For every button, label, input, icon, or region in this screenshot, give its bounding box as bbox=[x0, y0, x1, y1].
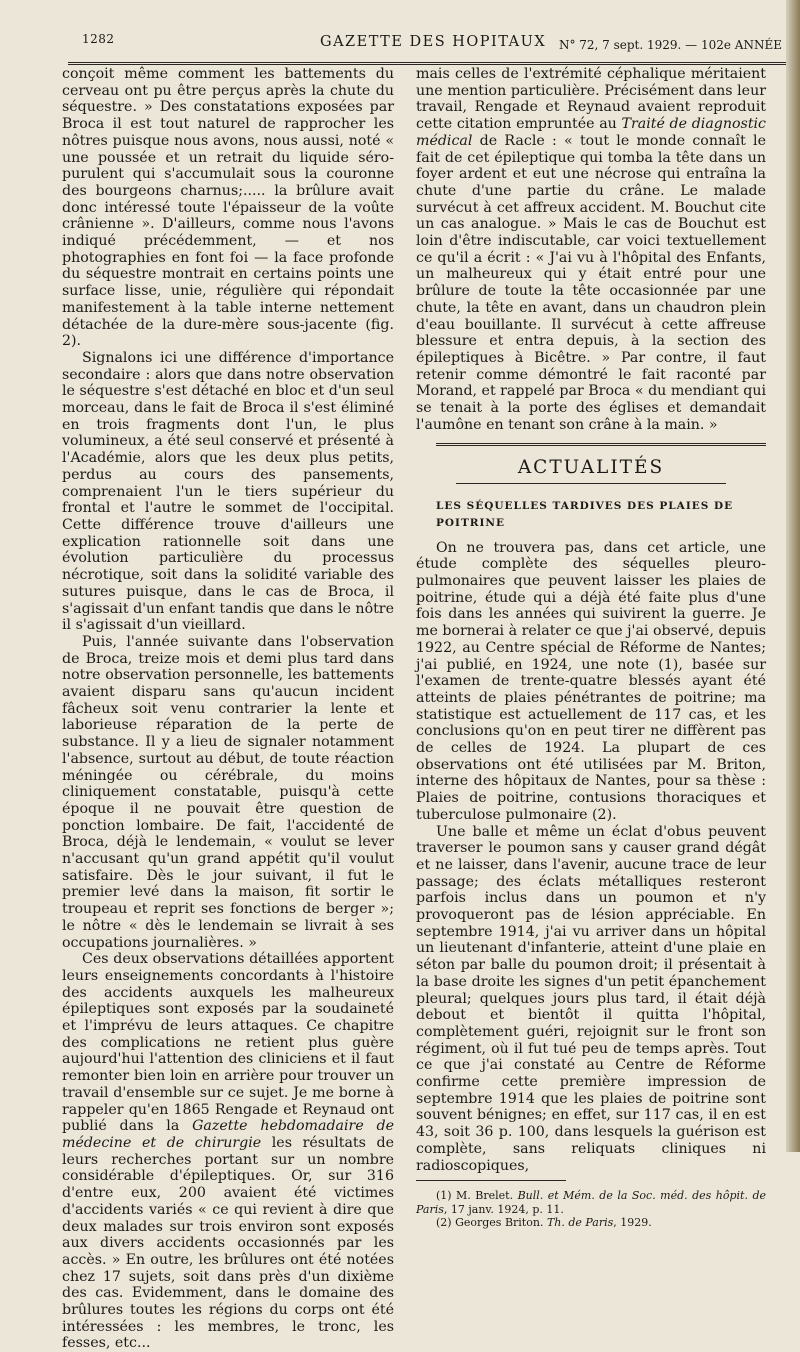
text-run: de Racle : « tout le monde connaît le fait de cet épileptique qui tomba la tête dans un foyer ardent et eut une nécrose qui entraîna la chute d'une partie du crâne. Le malade survécut à cet affreux accident. M. Bouchut cite un cas analogue. » Mais le cas de Bouchut est loin d'être indiscutable, car voici textuellement ce qu'il a écrit : « J'ai vu à l'hôpital des Enfants, un malheureux qui y était entré pour une brûlure de toute la tête occasionnée par une chute, la tête en avant, dans un chaudron plein d'eau bouillante. Il survécut à cette affreuse blessure et entra depuis, à la section des épileptiques à Bicêtre. » Par contre, il faut retenir comme démontré le fait raconté par Morand, et rappelé par Broca « du mendiant qui se tenait à la porte des églises et demandait l'aumône en tenant son crâne à la main. » bbox=[416, 132, 766, 433]
right-column bbox=[416, 66, 766, 1230]
journal-name: Gazette hebdomadaire de médecine et de chirurgie bbox=[62, 1118, 394, 1151]
section-title: ACTUALITÉS bbox=[517, 457, 665, 479]
header-rule bbox=[68, 62, 792, 65]
text-run: (1) M. Brelet. bbox=[436, 1189, 518, 1203]
article-title: LES SÉQUELLES TARDIVES DES PLAIES DE POITRINE bbox=[436, 500, 734, 529]
reference-title: Bull. et Mém. de la Soc. méd. des hôpit. de Paris bbox=[416, 1189, 766, 1216]
text-run: Ces deux observations détaillées apportent leurs enseignements concordants à l'histoire des accidents auxquels les malheureux épileptiques sont exposés par la soudaineté et l'imprévu de leurs attaques. Ce chapitre des complications ne retient plus guère aujourd'hui l'attention des cliniciens et il faut remonter bien loin en arrière pour trouver un travail d'ensemble sur ce sujet. Je me borne à rappeler qu'en 1865 Rengade et Reynaud ont publié dans la bbox=[62, 951, 394, 1135]
footnote bbox=[416, 1216, 766, 1230]
footnote bbox=[416, 1189, 766, 1216]
page-header bbox=[60, 28, 782, 62]
paragraph: conçoit même comment les battements du cerveau ont pu être perçus après la chute du séquestre. » Des constatations exposées par Broca il est tout naturel de rapprocher les nôtres puisque nous avons, nous aussi, noté « une poussée et un retrait du liquide séro-purulent qui s'accumulait sous la couronne des bourgeons charnus;..... la brûlure avait donc intéressé toute l'épaisseur de la voûte crânienne ». D'ailleurs, comme nous l'avons indiqué précédemment, — et nos photographies en font foi — la face profonde du séquestre montrait en certains points une surface lisse, unie, régulière qui répondait manifestement à la table interne nettement détachée de la dure-mère sous-jacente (fig. 2). bbox=[62, 66, 394, 350]
text-run: , 17 janv. 1924, p. 11. bbox=[443, 1202, 564, 1216]
left-column bbox=[62, 66, 394, 1352]
page-number: 1282 bbox=[82, 32, 115, 46]
title-underline bbox=[456, 483, 726, 484]
page-edge-shadow bbox=[786, 0, 800, 1152]
reference-title: Th. de Paris bbox=[546, 1216, 614, 1230]
paragraph: Une balle et même un éclat d'obus peuvent traverser le poumon sans y causer grand dégât et ne laisser, dans l'avenir, aucune trace de leur passage; des éclats métalliques resteront parfois inclus dans un poumon et n'y provoqueront pas de lésion appréciable. En septembre 1914, j'ai vu arriver dans un hôpital un lieutenant d'infanterie, atteint d'une plaie en séton par balle du poumon droit; il présentait à la base droite les signes d'un petit épanchement pleural; quelques jours plus tard, il était déjà debout et bientôt il quitta l'hôpital, complètement guéri, rejoignit sur le front son régiment, où il fut tué peu de temps après. Tout ce que j'ai constaté au Centre de Réforme confirme cette première impression de septembre 1914 que les plaies de poitrine sont souvent bénignes; en effet, sur 117 cas, il en est 43, soit 36 p. 100, dans lesquels la guérison est complète, sans reliquats cliniques ni radioscopiques, bbox=[416, 823, 766, 1174]
issue-info: N° 72, 7 sept. 1929. — 102e ANNÉE bbox=[558, 38, 782, 52]
journal-title: GAZETTE DES HOPITAUX bbox=[320, 34, 547, 50]
text-run: mais celles de l'extrémité céphalique méritaient une mention particulière. Précisément dans leur travail, Rengade et Reynaud avaient reproduit cette citation empruntée au bbox=[416, 66, 766, 133]
paragraph: On ne trouvera pas, dans cet article, une étude complète des séquelles pleuro-pulmonaires que peuvent laisser les plaies de poitrine, étude qui a déjà été faite plus d'une fois dans les années qui suivirent la guerre. Je me bornerai à relater ce que j'ai observé, depuis 1922, au Centre spécial de Réforme de Nantes; j'ai publié, en 1924, une note (1), basée sur l'examen de trente-quatre blessés ayant été atteints de plaies pénétrantes de poitrine; ma statistique est actuellement de 117 cas, et les conclusions qu'on en peut tirer ne diffèrent pas de celles de 1924. La plupart de ces observations ont été utilisées par M. Briton, interne des hôpitaux de Nantes, pour sa thèse : Plaies de poitrine, contusions thoraciques et tuberculose pulmonaire (2). bbox=[416, 539, 766, 823]
book-title: Traité de diagnostic médical bbox=[416, 116, 766, 149]
paragraph: Signalons ici une différence d'importance secondaire : alors que dans notre observation le séquestre s'est détaché en bloc et d'un seul morceau, dans le fait de Broca il s'est éliminé en trois fragments dont l'un, le plus volumineux, a été seul conservé et présenté à l'Académie, alors que les deux plus petits, perdus au cours des pansements, comprenaient l'un le tiers supérieur du frontal et l'autre le sommet de l'occipital. Cette différence trouve d'ailleurs une explication rationnelle soit dans une évolution particulière du processus nécrotique, soit dans la solidité variable des sutures puisque, dans le cas de Broca, il s'agissait d'un enfant tandis que dans le nôtre il s'agissait d'un vieillard. bbox=[62, 349, 394, 634]
section-divider bbox=[436, 443, 766, 446]
text-run: les résultats de leurs recherches portant sur un nombre considérable d'épileptiques. Or, sur 316 d'entre eux, 200 avaient été victimes d'accidents variés « ce qui revient à dire que deux malades sur trois environ sont exposés aux divers accidents occasionnés par les accès. » En outre, les brûlures ont été notées chez 17 sujets, soit dans près d'un dixième des cas. Evidemment, dans le domaine des brûlures toutes les régions du corps ont été intéressées : les membres, le tronc, les fesses, etc... bbox=[62, 1135, 394, 1352]
text-run: , 1929. bbox=[613, 1216, 652, 1230]
paragraph: Puis, l'année suivante dans l'observation de Broca, treize mois et demi plus tard dans notre observation personnelle, les battements avaient disparu sans qu'aucun incident fâcheux soit venu contrarier la lente et laborieuse réparation de la perte de substance. Il y a lieu de signaler notamment l'absence, surtout au début, de toute réaction méningée ou cérébrale, du moins cliniquement constatable, puisqu'à cette époque il ne pouvait être question de ponction lombaire. De fait, l'accidenté de Broca, déjà le lendemain, « voulut se lever n'accusant qu'un grand appétit qu'il voulut satisfaire. Dès le jour suivant, il fut le premier levé dans la maison, fit sortir le troupeau et reprit ses fonctions de berger »; le nôtre « dès le lendemain se livrait à ses occupations journalières. » bbox=[62, 633, 394, 951]
text-run: (2) Georges Briton. bbox=[436, 1216, 547, 1230]
footnote-rule bbox=[416, 1180, 566, 1181]
paragraph bbox=[416, 66, 766, 433]
